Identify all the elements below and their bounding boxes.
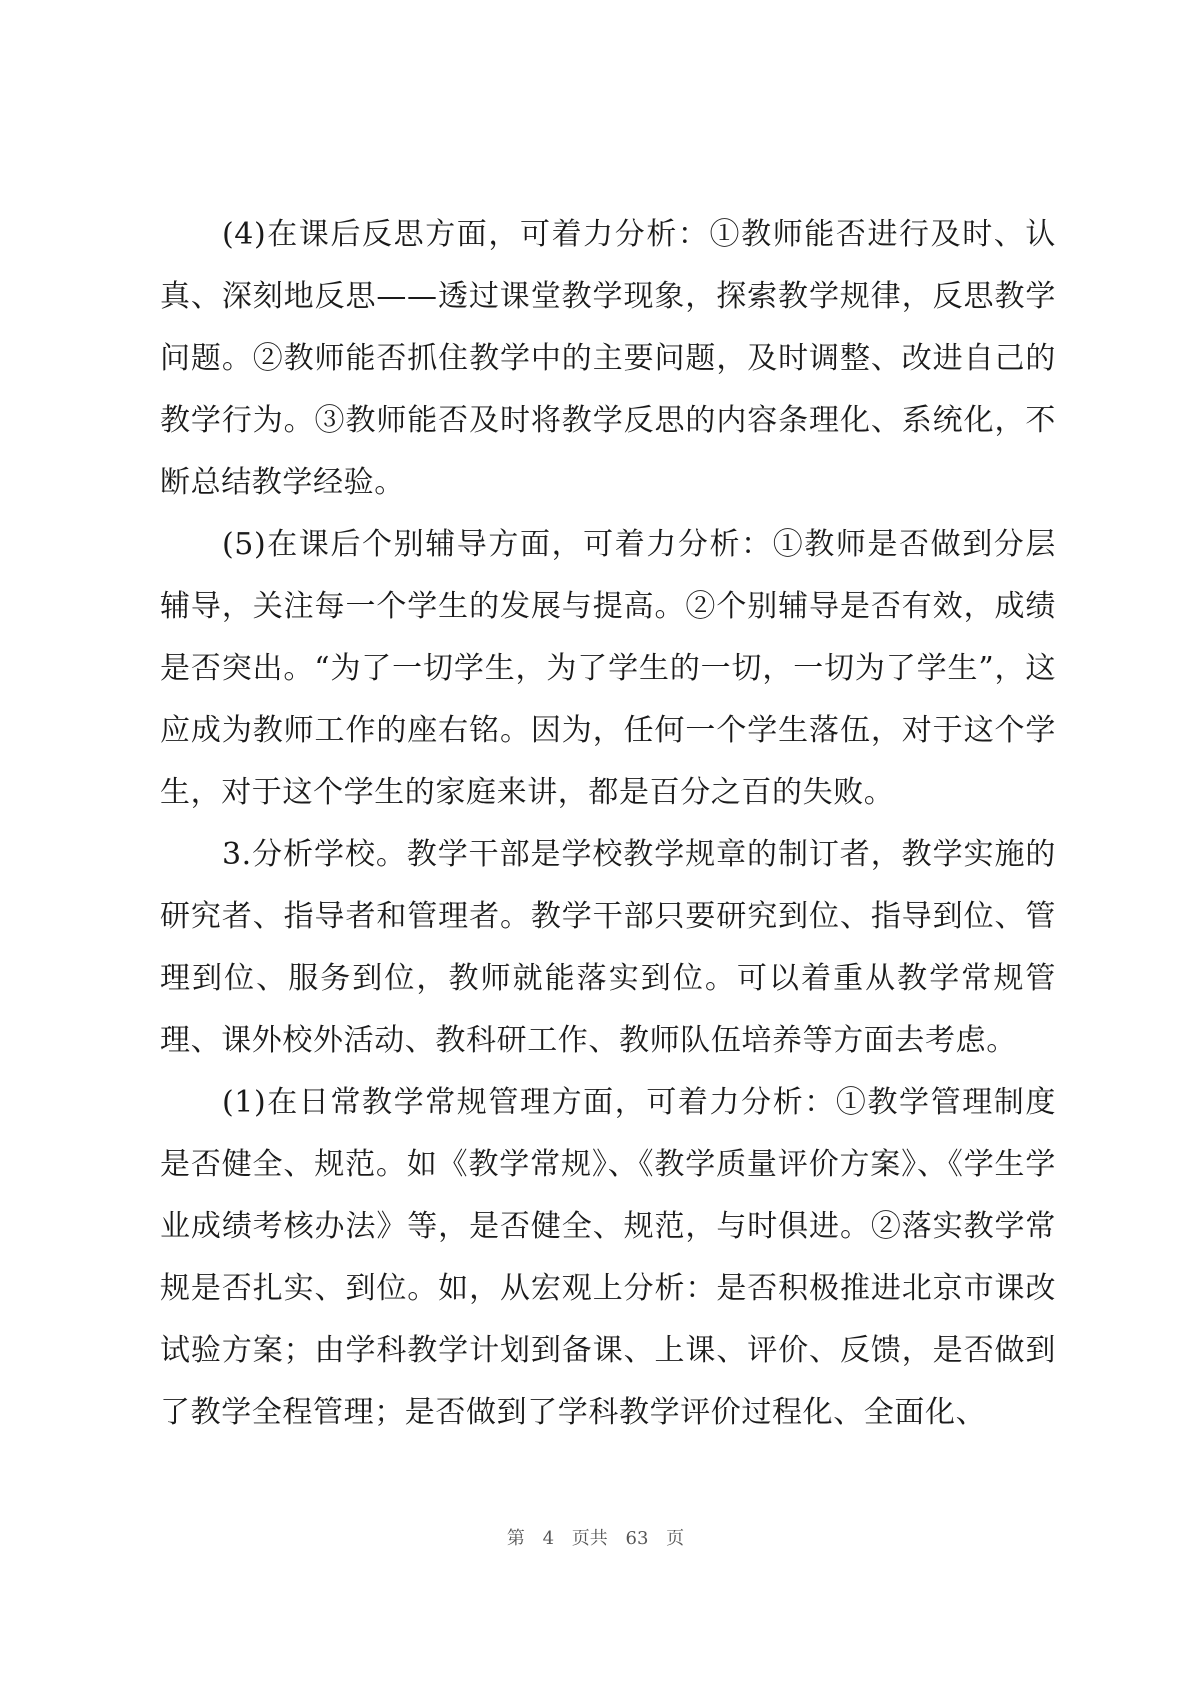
- paragraph-reflection: (4)在课后反思方面，可着力分析：①教师能否进行及时、认真、深刻地反思——透过课堂教学现象，探索教学规律，反思教学问题。②教师能否抓住教学中的主要问题，及时调整、改进自己的教学行为。③教师能否及时将教学反思的内容条理化、系统化，不断总结教学经验。: [160, 217, 1056, 500]
- paragraph-analyze-school: 3.分析学校。教学干部是学校教学规章的制订者，教学实施的研究者、指导者和管理者。教学干部只要研究到位、指导到位、管理到位、服务到位，教师就能落实到位。可以着重从教学常规管理、课外校外活动、教科研工作、教师队伍培养等方面去考虑。: [160, 837, 1056, 1058]
- footer-prefix: 第: [506, 1528, 525, 1549]
- footer-suffix: 页: [666, 1528, 685, 1549]
- footer-current-page: 4: [542, 1528, 555, 1549]
- footer-middle: 页共: [571, 1528, 608, 1549]
- document-body: [160, 204, 1056, 1444]
- paragraph-individual-tutoring: (5)在课后个别辅导方面，可着力分析：①教师是否做到分层辅导，关注每一个学生的发展与提高。②个别辅导是否有效，成绩是否突出。“为了一切学生，为了学生的一切，一切为了学生”，这应成为教师工作的座右铭。因为，任何一个学生落伍，对于这个学生，对于这个学生的家庭来讲，都是百分之百的失败。: [160, 527, 1056, 810]
- footer-total-pages: 63: [625, 1528, 649, 1549]
- page-footer: [0, 1524, 1191, 1550]
- paragraph-routine-management: (1)在日常教学常规管理方面，可着力分析：①教学管理制度是否健全、规范。如《教学常规》、《教学质量评价方案》、《学生学业成绩考核办法》等，是否健全、规范，与时俱进。②落实教学常规是否扎实、到位。如，从宏观上分析：是否积极推进北京市课改试验方案；由学科教学计划到备课、上课、评价、反馈，是否做到了教学全程管理；是否做到了学科教学评价过程化、全面化、: [160, 1085, 1056, 1430]
